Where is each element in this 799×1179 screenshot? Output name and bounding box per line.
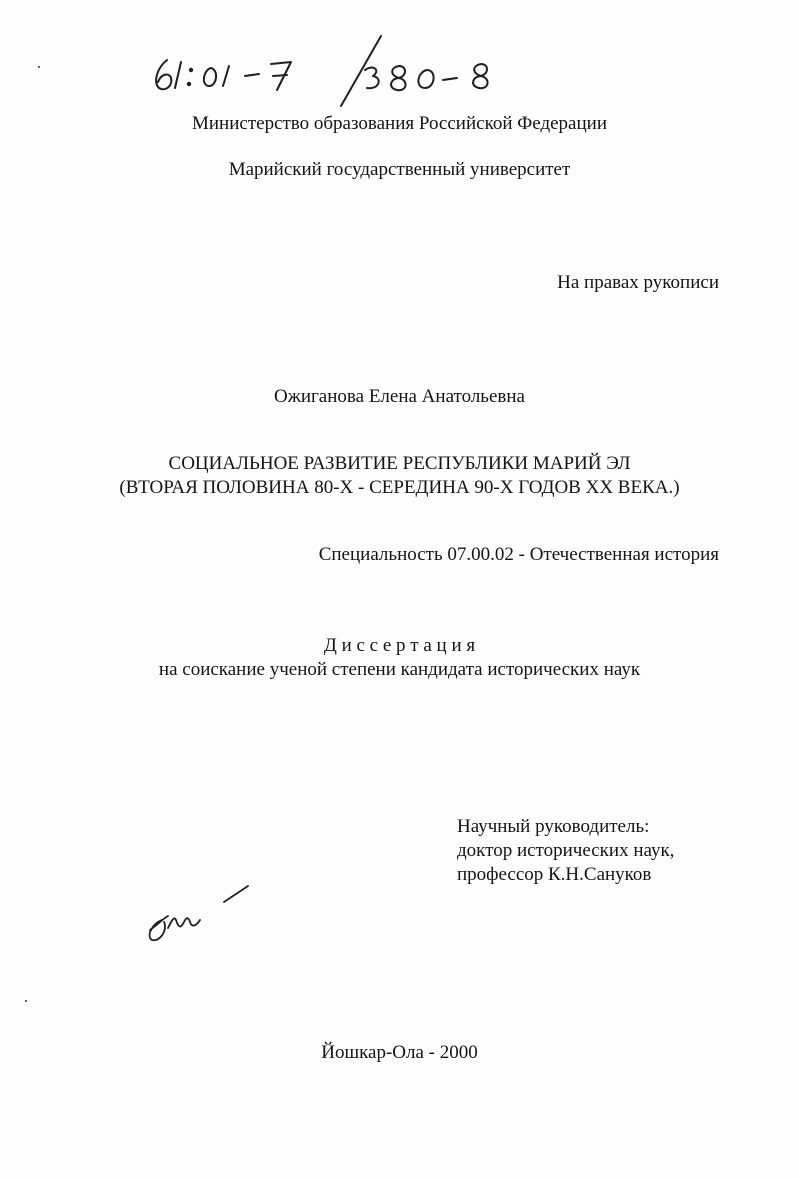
handwritten-archive-number <box>145 30 505 110</box>
supervisor-degree: доктор исторических наук, <box>457 840 675 861</box>
title-line-1: СОЦИАЛЬНОЕ РАЗВИТИЕ РЕСПУБЛИКИ МАРИЙ ЭЛ <box>168 453 631 474</box>
supervisor-block <box>457 815 674 887</box>
university-name: Марийский государственный университет <box>228 159 571 180</box>
dissertation-purpose: на соискание ученой степени кандидата исторических наук <box>158 659 641 680</box>
title-line-2: (ВТОРАЯ ПОЛОВИНА 80-Х - СЕРЕДИНА 90-Х ГОДОВ ХХ ВЕКА.) <box>119 477 680 498</box>
supervisor-name: профессор К.Н.Сануков <box>457 864 652 885</box>
author-name: Ожиганова Елена Анатольевна <box>274 386 525 407</box>
place-and-year: Йошкар-Ола - 2000 <box>321 1042 478 1063</box>
dissertation-label: Д и с с е р т а ц и я <box>323 635 476 656</box>
manuscript-note: На правах рукописи <box>557 272 719 293</box>
supervisor-label: Научный руководитель: <box>457 816 650 837</box>
scan-speck <box>25 1000 27 1002</box>
specialty: Специальность 07.00.02 - Отечественная история <box>318 544 719 565</box>
ministry-name: Министерство образования Российской Федерации <box>192 113 607 134</box>
scan-speck <box>38 66 40 68</box>
handwritten-signature <box>138 880 258 950</box>
